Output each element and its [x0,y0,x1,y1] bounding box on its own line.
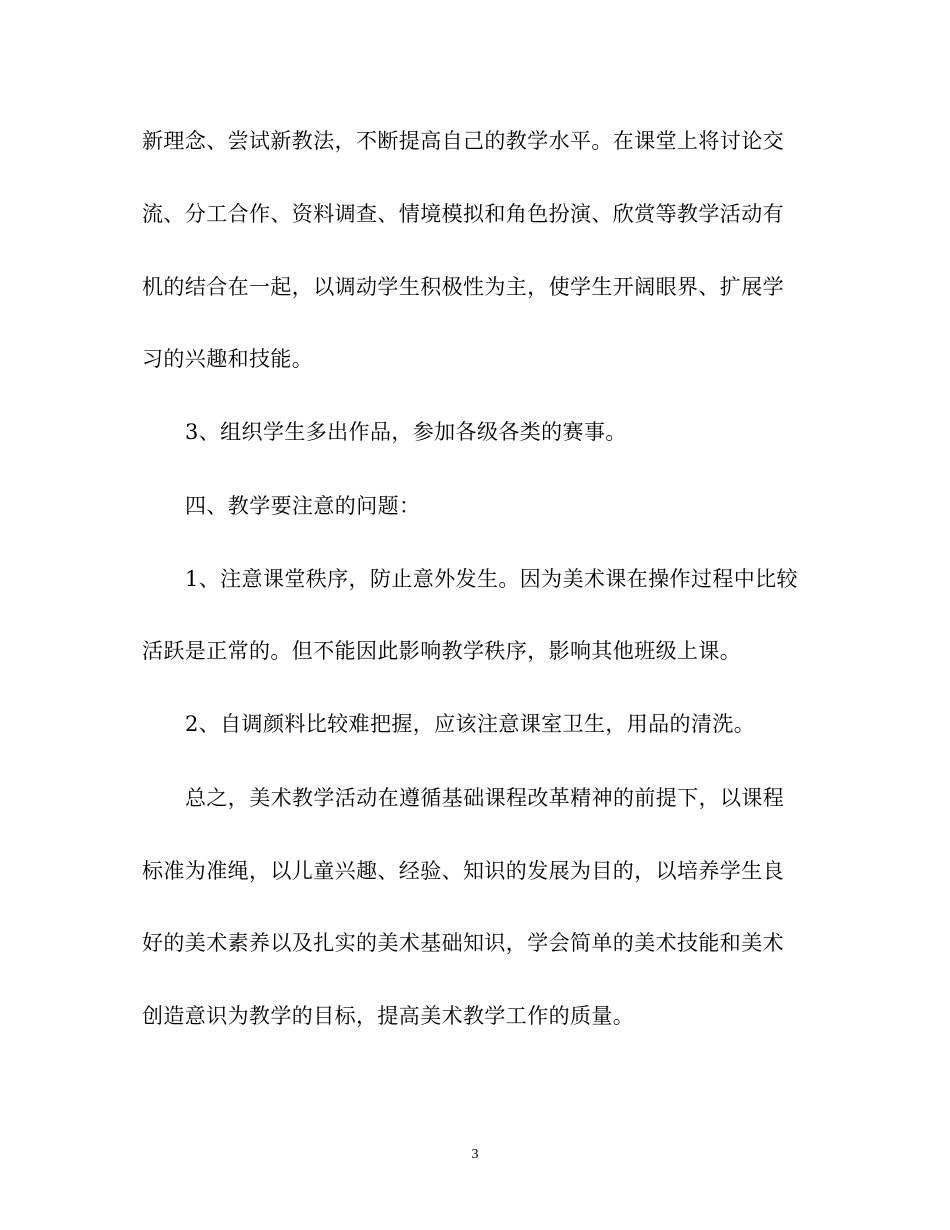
section-heading: 四、教学要注意的问题： [185,494,421,518]
body-text-line: 流、分工合作、资料调查、情境模拟和角色扮演、欣赏等教学活动有 [142,202,784,226]
body-text-line: 好的美术素养以及扎实的美术基础知识，学会简单的美术技能和美术 [142,931,784,955]
body-text-line: 创造意识为教学的目标，提高美术教学工作的质量。 [142,1004,635,1028]
body-text-line: 活跃是正常的。但不能因此影响教学秩序，影响其他班级上课。 [142,639,742,663]
body-text-line: 2、自调颜料比较难把握，应该注意课室卫生，用品的清洗。 [185,712,756,736]
body-text-line: 3、组织学生多出作品，参加各级各类的赛事。 [185,420,627,444]
page-number: 3 [471,1147,479,1162]
body-text-line: 新理念、尝试新教法，不断提高自己的教学水平。在课堂上将讨论交 [142,129,784,153]
body-text-line: 标准为准绳，以儿童兴趣、经验、知识的发展为目的，以培养学生良 [142,859,784,883]
body-text-line: 1、注意课堂秩序，防止意外发生。因为美术课在操作过程中比较 [185,567,798,591]
body-text-line: 机的结合在一起，以调动学生积极性为主，使学生开阔眼界、扩展学 [142,275,784,299]
body-text-line: 总之，美术教学活动在遵循基础课程改革精神的前提下，以课程 [185,786,785,810]
body-text-line: 习的兴趣和技能。 [142,347,314,371]
